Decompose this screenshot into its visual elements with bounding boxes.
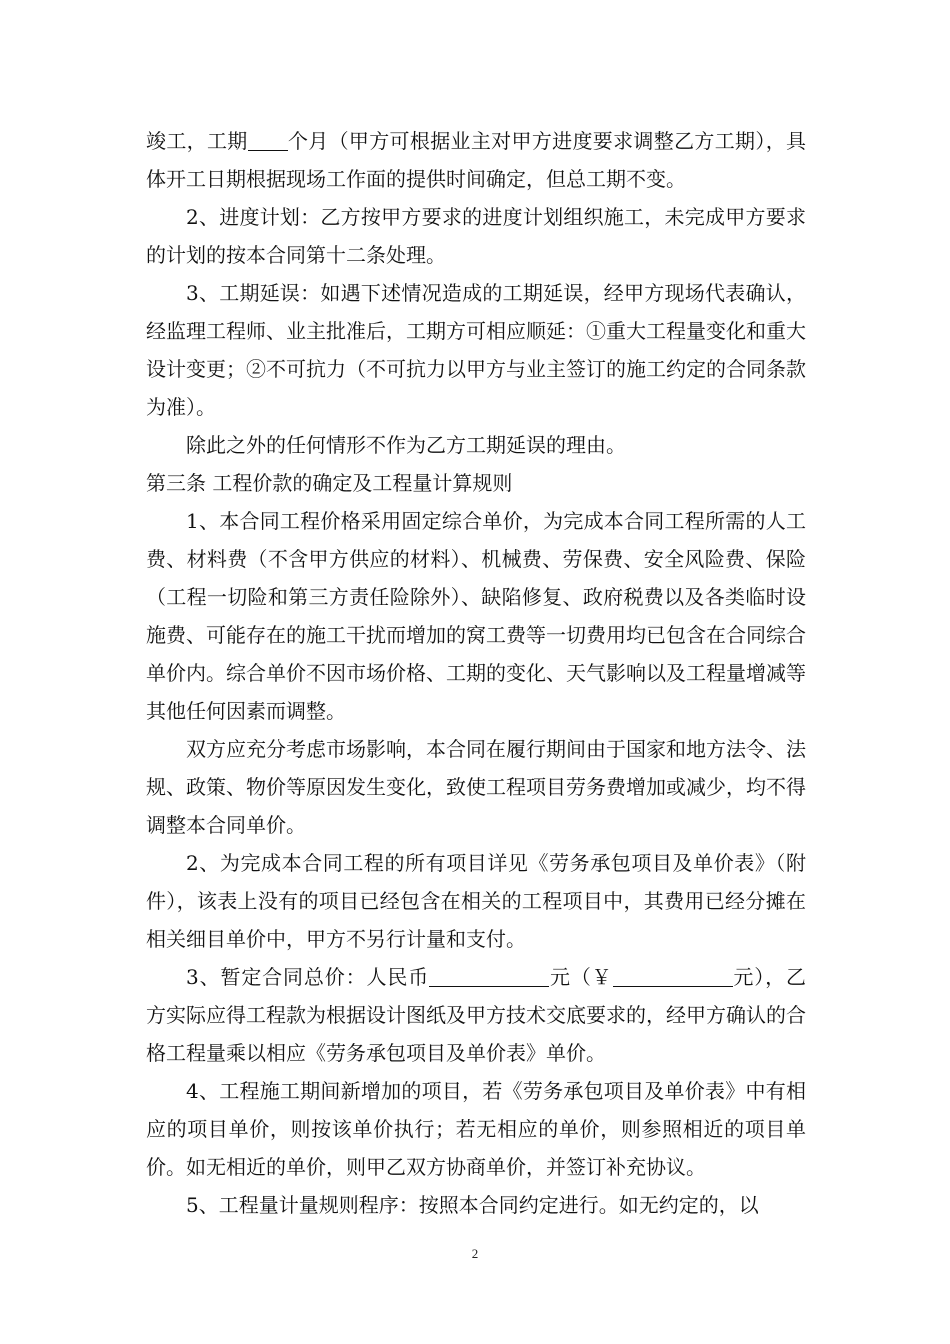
paragraph-delay: 3、工期延误：如遇下述情况造成的工期延误，经甲方现场代表确认，经监理工程师、业主批准后，工期方可相应顺延：①重大工程量变化和重大设计变更；②不可抗力（不可抗力以甲方与业主签订的施工约定的合同条款为准）。 bbox=[146, 281, 806, 419]
paragraph-schedule: 2、进度计划：乙方按甲方要求的进度计划组织施工，未完成甲方要求的计划的按本合同第十二条处理。 bbox=[146, 205, 806, 267]
paragraph-measurement-rules: 5、工程量计量规则程序：按照本合同约定进行。如无约定的，以 bbox=[186, 1193, 759, 1217]
body-text bbox=[146, 122, 806, 1224]
paragraph-duration: 竣工，工期 个月（甲方可根据业主对甲方进度要求调整乙方工期），具体开工日期根据现场工作面的提供时间确定，但总工期不变。 bbox=[146, 129, 807, 191]
article-three-heading: 第三条 工程价款的确定及工程量计算规则 bbox=[146, 471, 513, 495]
blank-months bbox=[248, 128, 288, 151]
page-number: 2 bbox=[471, 1246, 479, 1261]
blank-yen-amount bbox=[613, 964, 733, 987]
paragraph-no-other-delay: 除此之外的任何情形不作为乙方工期延误的理由。 bbox=[186, 433, 626, 457]
paragraph-item-list: 2、为完成本合同工程的所有项目详见《劳务承包项目及单价表》（附件），该表上没有的项目已经包含在相关的工程项目中，其费用已经分摊在相关细目单价中，甲方不另行计量和支付。 bbox=[146, 851, 806, 951]
paragraph-unit-price: 1、本合同工程价格采用固定综合单价，为完成本合同工程所需的人工费、材料费（不含甲方供应的材料）、机械费、劳保费、安全风险费、保险（工程一切险和第三方责任险除外）、缺陷修复、政府税费以及各类临时设施费、可能存在的施工干扰而增加的窝工费等一切费用均已包含在合同综合单价内。综合单价不因市场价格、工期的变化、天气影响以及工程量增减等其他任何因素而调整。 bbox=[146, 509, 806, 723]
blank-rmb-amount bbox=[429, 964, 549, 987]
paragraph-total-price: 3、暂定合同总价：人民币 元（￥ 元），乙方实际应得工程款为根据设计图纸及甲方技术交底要求的，经甲方确认的合格工程量乘以相应《劳务承包项目及单价表》单价。 bbox=[146, 965, 806, 1065]
paragraph-market-impact: 双方应充分考虑市场影响，本合同在履行期间由于国家和地方法令、法规、政策、物价等原因发生变化，致使工程项目劳务费增加或减少，均不得调整本合同单价。 bbox=[146, 737, 806, 837]
paragraph-new-items: 4、工程施工期间新增加的项目，若《劳务承包项目及单价表》中有相应的项目单价，则按该单价执行；若无相应的单价，则参照相近的项目单价。如无相近的单价，则甲乙双方协商单价，并签订补充协议。 bbox=[146, 1079, 806, 1179]
